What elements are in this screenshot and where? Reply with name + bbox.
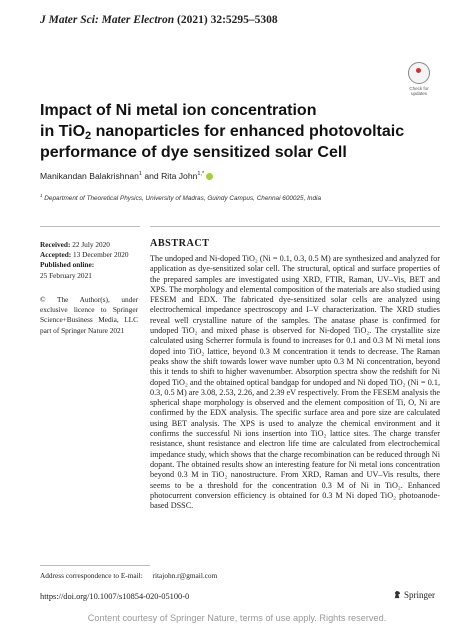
received-date: 22 July 2020: [72, 240, 110, 249]
title-line-2-b: nanoparticles for enhanced photovoltaic: [91, 123, 405, 140]
author-2[interactable]: Rita John: [161, 171, 198, 181]
author-1-affil: 1: [138, 171, 142, 178]
correspondence: [40, 571, 340, 580]
affiliation-text: Department of Theoretical Physics, University of Madras, Guindy Campus, Chennai 600025, India: [44, 195, 322, 203]
springer-logo: [393, 590, 439, 600]
affiliation: [40, 193, 460, 202]
check-for-updates-icon: [408, 62, 430, 84]
footnote-divider: [40, 565, 150, 566]
title-line-2-sub: 2: [85, 130, 92, 142]
journal-name: J Mater Sci: Mater Electron: [40, 14, 175, 26]
published-date: 25 February 2021: [40, 270, 92, 280]
author-1[interactable]: Manikandan Balakrishnan: [40, 171, 139, 181]
received-label: Received:: [40, 240, 71, 249]
orcid-icon[interactable]: [206, 173, 213, 180]
doi-link[interactable]: https://doi.org/10.1007/s10854-020-05100-0: [40, 592, 190, 601]
author-2-affil: 1,*: [197, 171, 205, 178]
author-list: [40, 171, 440, 181]
article-history: [40, 240, 138, 281]
title-line-3: performance of dye sensitized solar Cell: [40, 144, 347, 161]
accepted-row: [40, 250, 138, 260]
accepted-date: 13 December 2020: [73, 250, 129, 260]
accepted-label: Accepted:: [40, 250, 72, 260]
journal-volume: (2021) 32:5295–5308: [177, 14, 278, 26]
received-row: [40, 240, 138, 250]
springer-wordmark: Springer: [404, 590, 435, 600]
title-line-1: Impact of Ni metal ion concentration: [40, 102, 317, 119]
abstract-heading: ABSTRACT: [150, 238, 210, 249]
author-and: and: [141, 171, 162, 181]
journal-header: [40, 14, 380, 26]
divider-left: [40, 226, 140, 227]
correspondence-label: Address correspondence to E-mail:: [40, 571, 143, 580]
courtesy-notice: Content courtesy of Springer Nature, terms of use apply. Rights reserved.: [87, 613, 387, 623]
correspondence-email[interactable]: ritajohn.r@gmail.com: [152, 571, 218, 580]
published-label: Published online:: [40, 260, 95, 270]
affiliation-sup: 1: [40, 193, 43, 198]
check-for-updates-label: Check for updates: [409, 86, 429, 96]
check-for-updates-badge[interactable]: [402, 62, 436, 100]
springer-horse-icon: [393, 590, 402, 599]
divider-right: [150, 226, 440, 227]
title-line-2: [40, 121, 440, 142]
abstract-text: The undoped and Ni-doped TiO₂ (Ni = 0.1, 0.3, 0.5 M) are synthesized and analyzed for application as dye-sensitized solar cell. The structural, optical and surface properties of the prepared samples are investigated using XRD, FTIR, Raman, UV–Vis, BET and XPS. The morphology and elemental composition of the materials are also studied using FESEM and EDX. The fabricated dye-sensitized solar cells are analyzed using electrochemical impedance spectroscopy and I–V characterization. The XRD studies reveal well crystalline nature of the samples. The anatase phase is confirmed for undoped TiO₂ and mixed phase is observed for Ni-doped TiO₂. The crystallite size calculated using Scherrer formula is found to increases for 0.1 and 0.3 M Ni metal ions doped into TiO₂ lattice, beyond 0.3 M concentration it tends to decrease. The Raman peaks show the shift towards lower wave number upto 0.3 M Ni concentration, beyond this it tends to shift to higher wavenumber. Absorption spectra show the redshift for Ni doped TiO₂ and the obtained optical bandgap for undoped and Ni doped TiO₂ (Ni = 0.1, 0.3, 0.5 M) are 3.08, 2.53, 2.26, and 2.39 eV respectively. From the FESEM analysis the spherical shape morphology is observed and the element composition of Ti, O, Ni are confirmed by the EDX analysis. The specific surface area and pore size are calculated using BET analysis. The XPS is used to analyze the chemical environment and it confirms the successful Ni ions insertion into TiO₂ lattice sites. The charge transfer resistance, shunt resistance and electron life time are calculated from electrochemical impedance study, which shows that the charge recombination can be reduced through Ni dopant. The obtained results show an interesting feature for Ni metal ions concentration beyond 0.3 M in TiO₂ nanostructure. From XRD, Raman and UV–Vis results, there seems to be a threshold for the concentration 0.3 M of Ni in TiO₂. Enhanced photocurrent conversion efficiency is obtained for 0.3 M Ni doped TiO₂ photoanode-based DSSC.: [150, 254, 440, 511]
title-line-2-a: in TiO: [40, 123, 86, 140]
license-text: © The Author(s), under exclusive licence to Springer Science+Business Media, LLC part of Springer Nature 2021: [40, 295, 138, 335]
article-title: [40, 100, 440, 163]
